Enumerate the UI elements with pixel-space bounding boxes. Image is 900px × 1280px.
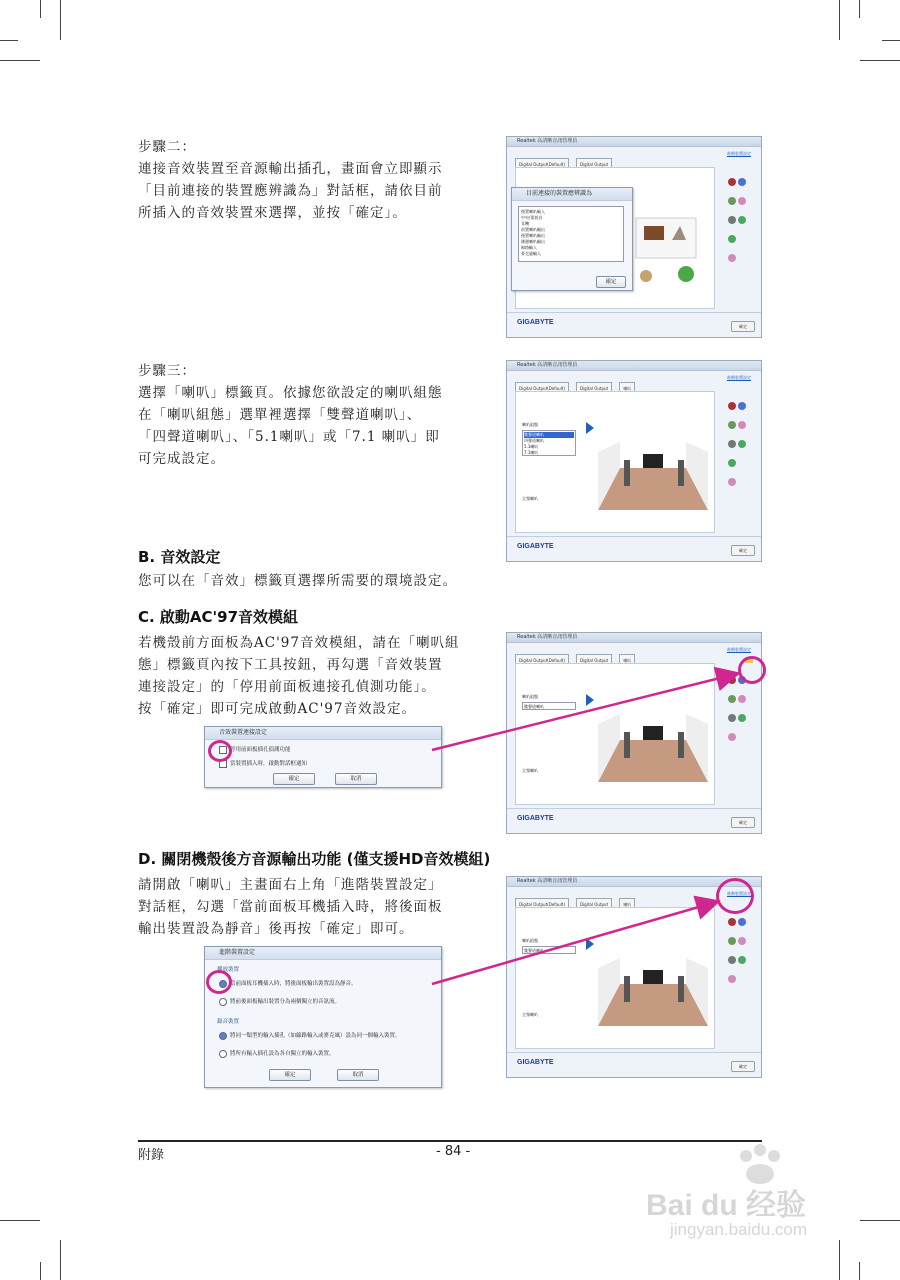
tab-digital[interactable]: Digital Output bbox=[576, 158, 612, 172]
baidu-watermark bbox=[640, 1140, 870, 1250]
ac97-option1-label: 停用前面板插孔偵測功能 bbox=[230, 747, 291, 753]
advanced-settings-link[interactable]: 進階裝置設定 bbox=[727, 151, 751, 156]
advanced-settings-link[interactable]: 進階裝置設定 bbox=[727, 891, 751, 896]
watermark-url: jingyan.baidu.com bbox=[670, 1220, 808, 1239]
section-c-line: 按「確定」即可完成啟動AC'97音效設定。 bbox=[138, 701, 416, 717]
gigabyte-logo: GIGABYTE bbox=[517, 815, 554, 822]
speaker-config-select[interactable]: 雙聲道喇叭 bbox=[522, 702, 576, 710]
window-ok-button[interactable]: 確定 bbox=[731, 321, 755, 332]
tab-speakers[interactable]: 喇叭 bbox=[619, 898, 635, 912]
speaker-config-label: 喇叭組態 bbox=[522, 422, 538, 427]
window-ok-button[interactable]: 確定 bbox=[731, 1061, 755, 1072]
speaker-option[interactable]: 雙聲道喇叭 bbox=[524, 432, 574, 438]
device-option[interactable]: 中央/重低音 bbox=[521, 215, 543, 220]
advanced-cancel-button[interactable]: 取消 bbox=[337, 1069, 379, 1081]
window-title: Realtek 高清晰音訊管理員 bbox=[507, 633, 761, 643]
window-ok-button[interactable]: 確定 bbox=[731, 545, 755, 556]
step2-line: 「目前連接的裝置應辨識為」對話框，請依目前 bbox=[138, 183, 443, 199]
speaker-config-label: 喇叭組態 bbox=[522, 938, 538, 943]
section-b-line: 您可以在「音效」標籤頁選擇所需要的環境設定。 bbox=[138, 573, 457, 589]
full-range-label: 全頻喇叭 bbox=[522, 496, 538, 501]
tab-digital[interactable]: Digital Output bbox=[576, 654, 612, 668]
section-b-heading: B. 音效設定 bbox=[138, 548, 221, 566]
speaker-config-label: 喇叭組態 bbox=[522, 694, 538, 699]
arrow-to-advanced-link bbox=[432, 902, 716, 984]
playback-group-label: 播放裝置 bbox=[217, 967, 240, 973]
ac97-dialog-title: 音效裝置連接設定 bbox=[205, 727, 441, 740]
step3-line: 選擇「喇叭」標籤頁。依據您欲設定的喇叭組態 bbox=[138, 385, 443, 401]
device-option[interactable]: 線路輸入 bbox=[521, 245, 537, 250]
step2-line: 所插入的音效裝置來選擇，並按「確定」。 bbox=[138, 205, 407, 221]
gigabyte-logo: GIGABYTE bbox=[517, 1059, 554, 1066]
tab-digital-default[interactable]: Digital Output(Default) bbox=[515, 898, 569, 912]
gigabyte-logo: GIGABYTE bbox=[517, 319, 554, 326]
section-d-heading: D. 關閉機殼後方音源輸出功能 (僅支援HD音效模組) bbox=[138, 850, 491, 868]
device-option[interactable]: 麥克風輸入 bbox=[521, 251, 541, 256]
speaker-option[interactable]: 四聲道喇叭 bbox=[524, 438, 544, 443]
tab-digital-default[interactable]: Digital Output(Default) bbox=[515, 382, 569, 396]
device-option[interactable]: 耳機 bbox=[521, 221, 529, 226]
advanced-option1-label: 當前面板耳機插入時，將後面板輸出裝置設為靜音。 bbox=[230, 981, 357, 987]
footer-section-label: 附錄 bbox=[138, 1148, 165, 1163]
advanced-option2-label: 將前後面板輸出裝置分為兩個獨立的音訊流。 bbox=[230, 999, 341, 1005]
step2-title: 步驟二： bbox=[138, 139, 196, 155]
advanced-settings-link[interactable]: 進階裝置設定 bbox=[727, 375, 751, 380]
step3-line: 在「喇叭組態」選單裡選擇「雙聲道喇叭」、 bbox=[138, 407, 422, 423]
speaker-config-select[interactable]: 雙聲道喇叭 bbox=[522, 946, 576, 954]
section-c-line: 連接設定」的「停用前面板連接孔偵測功能」。 bbox=[138, 679, 436, 695]
speaker-option[interactable]: 5.1喇叭 bbox=[524, 444, 539, 449]
device-option[interactable]: 後置喇叭輸入 bbox=[521, 209, 545, 214]
watermark-brand: Bai du 经验 bbox=[646, 1189, 807, 1222]
record-group-label: 錄音裝置 bbox=[217, 1019, 240, 1025]
gigabyte-logo: GIGABYTE bbox=[517, 543, 554, 550]
step3-title: 步驟三： bbox=[138, 363, 196, 379]
page-number: - 84 - bbox=[436, 1144, 471, 1159]
section-d-line: 對話框，勾選「當前面板耳機插入時，將後面板 bbox=[138, 899, 443, 915]
section-d-line: 輸出裝置設為靜音」後再按「確定」即可。 bbox=[138, 921, 414, 937]
window-ok-button[interactable]: 確定 bbox=[731, 817, 755, 828]
ac97-option2-label: 當裝置插入時，啟動對話框通知 bbox=[230, 761, 308, 767]
advanced-option3-label: 將同一類型的輸入插孔（如線路輸入或麥克風）設為同一個輸入裝置。 bbox=[230, 1033, 401, 1039]
ac97-ok-button[interactable]: 確定 bbox=[273, 773, 315, 785]
full-range-label: 全頻喇叭 bbox=[522, 768, 538, 773]
tab-digital[interactable]: Digital Output bbox=[576, 898, 612, 912]
advanced-dialog-title: 進階裝置設定 bbox=[205, 947, 441, 960]
arrow-to-folder-icon bbox=[432, 674, 736, 750]
detect-dialog-title: 目前連接的裝置應辨識為 bbox=[512, 188, 632, 201]
section-c-line: 若機殼前方面板為AC'97音效模組，請在「喇叭組 bbox=[138, 635, 460, 651]
section-c-heading: C. 啟動AC'97音效模組 bbox=[138, 608, 299, 626]
tab-speakers[interactable]: 喇叭 bbox=[619, 382, 635, 396]
tab-digital-default[interactable]: Digital Output(Default) bbox=[515, 654, 569, 668]
section-c-line: 態」標籤頁內按下工具按鈕，再勾選「音效裝置 bbox=[138, 657, 443, 673]
section-d-line: 請開啟「喇叭」主畫面右上角「進階裝置設定」 bbox=[138, 877, 443, 893]
step3-line: 「四聲道喇叭」、「5.1喇叭」或「7.1 喇叭」即 bbox=[138, 429, 440, 445]
window-title: Realtek 高清晰音訊管理員 bbox=[507, 877, 761, 887]
device-option[interactable]: 前置喇叭輸出 bbox=[521, 227, 545, 232]
ac97-cancel-button[interactable]: 取消 bbox=[335, 773, 377, 785]
full-range-label: 全頻喇叭 bbox=[522, 1012, 538, 1017]
advanced-option4-label: 將所有輸入插孔設為各自獨立的輸入裝置。 bbox=[230, 1051, 335, 1057]
device-option[interactable]: 後置喇叭輸出 bbox=[521, 233, 545, 238]
speaker-option[interactable]: 7.1喇叭 bbox=[524, 450, 539, 455]
window-title: Realtek 高清晰音訊管理員 bbox=[507, 137, 761, 147]
advanced-settings-link[interactable]: 進階裝置設定 bbox=[727, 647, 751, 652]
window-title: Realtek 高清晰音訊管理員 bbox=[507, 361, 761, 371]
advanced-ok-button[interactable]: 確定 bbox=[269, 1069, 311, 1081]
tab-speakers[interactable]: 喇叭 bbox=[619, 654, 635, 668]
detect-ok-button[interactable]: 確定 bbox=[596, 276, 626, 288]
tab-digital-default[interactable]: Digital Output(Default) bbox=[515, 158, 569, 172]
device-option[interactable]: 側邊喇叭輸出 bbox=[521, 239, 545, 244]
step3-line: 可完成設定。 bbox=[138, 451, 225, 467]
step2-line: 連接音效裝置至音源輸出插孔，畫面會立即顯示 bbox=[138, 161, 443, 177]
tab-digital[interactable]: Digital Output bbox=[576, 382, 612, 396]
